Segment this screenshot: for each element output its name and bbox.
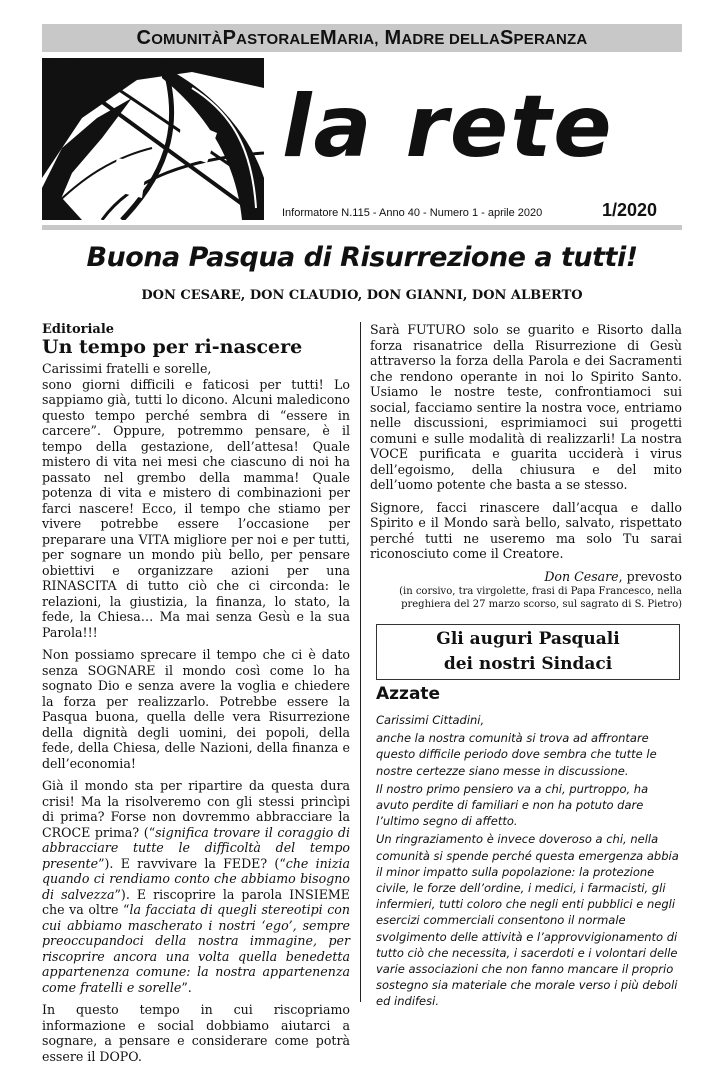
editorial-paragraph: Signore, facci rinascere dall’acqua e dallo Spirito e il Mondo sarà bello, salvato, rispettato perché tutti ne useremo ma solo Tu sarai riconosciuto come il Creatore. — [370, 499, 682, 561]
editorial-continued-column — [370, 322, 682, 611]
masthead-logo-image — [42, 58, 264, 220]
banner-word: MARIA, — [319, 26, 379, 49]
editorial-paragraph: Sarà FUTURO solo se guarito e Risorto dalla forza risanatrice della Risurrezione di Gesù attraverso la forza della Parola e dei Sacramenti che rendono operante in noi lo Spirito Santo. Usiamo le nostre teste, confrontiamoci sui social, facciamo sentire la nostra voce, entriamo nelle discussioni, esprimiamoci sui progetti comuni e sulle modalità di realizzarli! La nostra VOCE purificata e guarita ucciderà i virus dell’egoismo, della chiusura e del mito dell’uomo potente che basta a se stesso. — [370, 322, 682, 492]
editorial-column — [42, 322, 350, 1071]
newspaper-title: la rete — [282, 77, 614, 177]
banner-word: PASTORALE — [222, 26, 320, 49]
editorial-greeting: Carissimi fratelli e sorelle, — [42, 361, 212, 376]
section-kicker: Editoriale — [42, 322, 115, 337]
azzate-paragraph: Il nostro primo pensiero va a chi, purtroppo, ha avuto perdite di familiari e non ha potuto dare l’ultimo segno di affetto. — [376, 781, 649, 829]
editorial-signature: Don Cesare, prevosto — [544, 568, 682, 584]
column-divider — [360, 322, 361, 1002]
mayors-greetings-box — [376, 624, 680, 680]
parish-banner — [42, 24, 682, 52]
banner-word: SPERANZA — [500, 26, 588, 49]
azzate-greeting: Carissimi Cittadini, — [376, 713, 485, 727]
editorial-title: Un tempo per ri-nascere — [42, 335, 303, 358]
editorial-paragraph: Non possiamo sprecare il tempo che ci è dato senza SOGNARE il mondo così come lo ha sognato Dio e senza avere la voglia e chiedere la forza per realizzarlo. Potrebbe essere la Pasqua buona, quella delle vera Risurrezione della dignità degli uomini, dei popoli, della fede, della Chiesa, delle Nazioni, della finanza e dell’economia! — [42, 647, 350, 771]
editorial-paragraph: In questo tempo in cui riscopriamo informazione e social dobbiamo aiutarci a sognare, a pensare e considerare come potrà essere il DOPO. — [42, 1002, 350, 1064]
editorial-paragraph: Già il mondo sta per ripartire da questa dura crisi! Ma la risolveremo con gli stessi princìpi di prima? Forse non dovremmo abbracciare la CROCE prima? (“significa trovare il coraggio di abbracciare tutte le difficoltà del tempo presente”). E ravvivare la FEDE? (“che inizia quando ci rendiamo conto che abbiamo bisogno di salvezza”). E riscoprire la parola INSIEME che va oltre “la facciata di quegli stereotipi con cui abbiamo mascherato i nostri ‘ego’, sempre preoccupandoci della nostra immagine, per riscoprire ancora una volta quella benedetta appartenenza comune: la nostra appartenenza come fratelli e sorelle”. — [42, 778, 350, 995]
header-rule — [42, 225, 682, 230]
banner-word: MADRE DELLA — [384, 26, 500, 49]
box-title-line: Gli auguri Pasquali — [436, 629, 620, 649]
banner-word: COMUNITÀ — [136, 26, 223, 49]
azzate-heading: Azzate — [376, 684, 441, 704]
box-title-line: dei nostri Sindaci — [443, 654, 613, 674]
azzate-paragraph: Un ringraziamento è invece doveroso a chi, nella comunità si spende perché questa emergenza abbia il minor impatto sulla popolazione: la protezione civile, le forze dell’ordine, i medici, i farmacisti, gli infermieri, tutti coloro che negli enti pubblici e negli esercizi commerciali consentono il normale svolgimento delle attività e l’approvvigionamento di tutto ciò che necessita, i sacerdoti e i volontari delle varie associazioni che non fanno mancare il proprio sostegno sia materiale che morale verso i più deboli ed indifesi. — [376, 832, 679, 1009]
azzate-message — [376, 712, 682, 1012]
issue-code: 1/2020 — [602, 200, 658, 220]
editorial-paragraph: sono giorni difficili e faticosi per tutti! Lo sappiamo già, tutti lo dicono. Alcuni maledicono questo tempo perché sembra di “essere in carcere”. Oppure, potremmo pensare, è il tempo della gestazione, dell’attesa! Quale mistero di vita nei mesi che ciascuno di noi ha passato nel grembo della mamma! Quale potenza di vita e mistero di combinazioni per farci nascere! Ecco, il tempo che stiamo per vivere potrebbe essere l’occasione per preparare una VITA migliore per noi e per tutti, per sognare un mondo più bello, per pensare obiettivi e organizzare azioni per una RINASCITA di tutto ciò che ci circonda: le relazioni, la giustizia, la finanza, lo stato, la fede, la Chiesa… Ma mai senza Gesù e la sua Parola!!! — [42, 376, 350, 640]
byline: DON CESARE, DON CLAUDIO, DON GIANNI, DON ALBERTO — [141, 288, 583, 303]
headline: Buona Pasqua di Risurrezione a tutti! — [86, 242, 638, 273]
editorial-note: (in corsivo, tra virgolette, frasi di Papa Francesco, nella preghiera del 27 marzo scorso, sul sagrato di S. Pietro) — [399, 586, 682, 610]
azzate-paragraph: anche la nostra comunità si trova ad affrontare questo difficile periodo dove sembra che tutte le nostre certezze siano messe in discussione. — [376, 731, 657, 778]
issue-info: Informatore N.115 - Anno 40 - Numero 1 - aprile 2020 — [282, 207, 543, 219]
